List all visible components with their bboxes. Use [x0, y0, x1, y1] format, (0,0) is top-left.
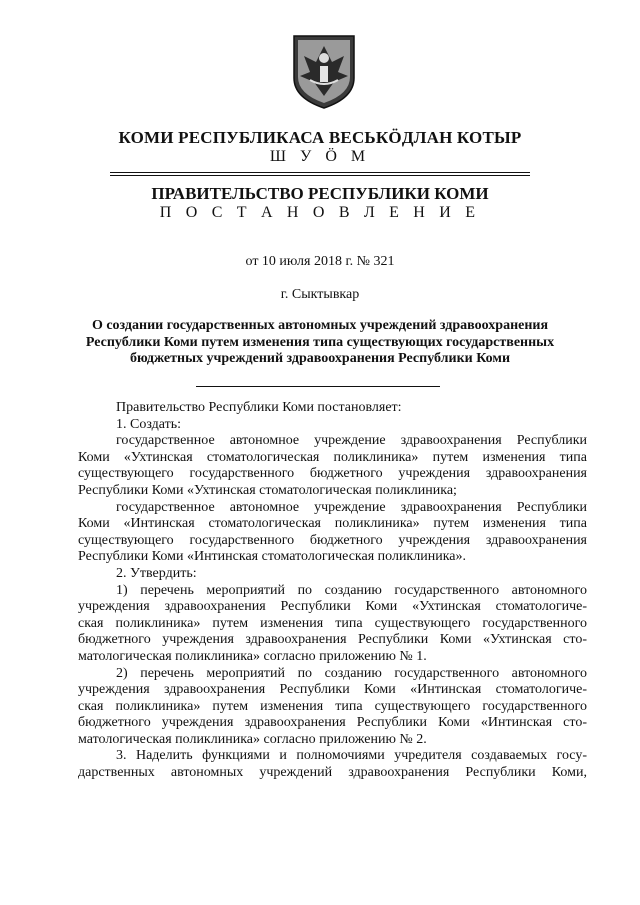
- body-line: существующего государственного бюджетного учреждения здравоохранения: [78, 466, 587, 482]
- body-line: 2) перечень мероприятий по созданию государственного автономного: [116, 665, 587, 681]
- body-line: матологическая поликлиника» согласно приложению № 1.: [78, 648, 427, 664]
- body-line: ская поликлиника» путем изменения типа существующего государственного: [78, 615, 587, 631]
- body-line: 1) перечень мероприятий по созданию государственного автономного: [116, 582, 587, 598]
- title-underline: [196, 386, 440, 387]
- body-line: бюджетного учреждения здравоохранения Республики Коми «Интинская сто-: [78, 715, 587, 731]
- resolution-title: [0, 318, 640, 368]
- body-line: Республики Коми «Интинская стоматологическая поликлиника».: [78, 549, 467, 565]
- header-divider-thin: [110, 175, 530, 176]
- komi-document-type: Ш У Ӧ М: [269, 148, 371, 165]
- komi-government-title: КОМИ РЕСПУБЛИКАСА ВЕСЬКӦДЛАН КОТЫР: [118, 128, 522, 147]
- document-city: г. Сыктывкар: [280, 287, 360, 302]
- body-line: государственное автономное учреждение здравоохранения Республики: [116, 433, 587, 449]
- body-line: учреждения здравоохранения Республики Коми «Интинская стоматологиче-: [78, 682, 587, 698]
- body-line: Республики Коми «Ухтинская стоматологическая поликлиника;: [78, 482, 457, 498]
- body-line: матологическая поликлиника» согласно приложению № 2.: [78, 731, 427, 747]
- body-line: дарственных автономных учреждений здравоохранения Республики Коми,: [78, 765, 587, 781]
- body-line: государственное автономное учреждение здравоохранения Республики: [116, 499, 587, 515]
- body-line: Правительство Республики Коми постановляет:: [116, 400, 402, 415]
- body-line: существующего государственного бюджетного учреждения здравоохранения: [78, 532, 587, 548]
- body-line: бюджетного учреждения здравоохранения Республики Коми «Ухтинская сто-: [78, 632, 587, 648]
- header-divider-thick: [110, 172, 530, 173]
- resolution-body: [78, 400, 587, 782]
- resolution-title-line: О создании государственных автономных учреждений здравоохранения: [91, 318, 549, 333]
- body-line: 2. Утвердить:: [116, 565, 197, 581]
- body-line: учреждения здравоохранения Республики Коми «Ухтинская стоматологиче-: [78, 599, 587, 615]
- document-type: П О С Т А Н О В Л Е Н И Е: [159, 204, 481, 221]
- resolution-title-line: Республики Коми путем изменения типа существующих государственных: [85, 334, 555, 350]
- coat-of-arms-emblem: [290, 32, 358, 110]
- body-line: 3. Наделить функциями и полномочиями учредителя создаваемых госу-: [116, 748, 587, 764]
- body-line: Коми «Интинская стоматологическая поликлиника» путем изменения типа: [78, 516, 587, 532]
- body-line: 1. Создать:: [116, 416, 181, 432]
- resolution-title-line: бюджетных учреждений здравоохранения Республики Коми: [129, 351, 511, 366]
- document-date-number: от 10 июля 2018 г. № 321: [245, 254, 395, 269]
- body-line: Коми «Ухтинская стоматологическая поликлиника» путем изменения типа: [78, 449, 587, 465]
- body-line: ская поликлиника» путем изменения типа существующего государственного: [78, 698, 587, 714]
- government-title: ПРАВИТЕЛЬСТВО РЕСПУБЛИКИ КОМИ: [151, 184, 489, 203]
